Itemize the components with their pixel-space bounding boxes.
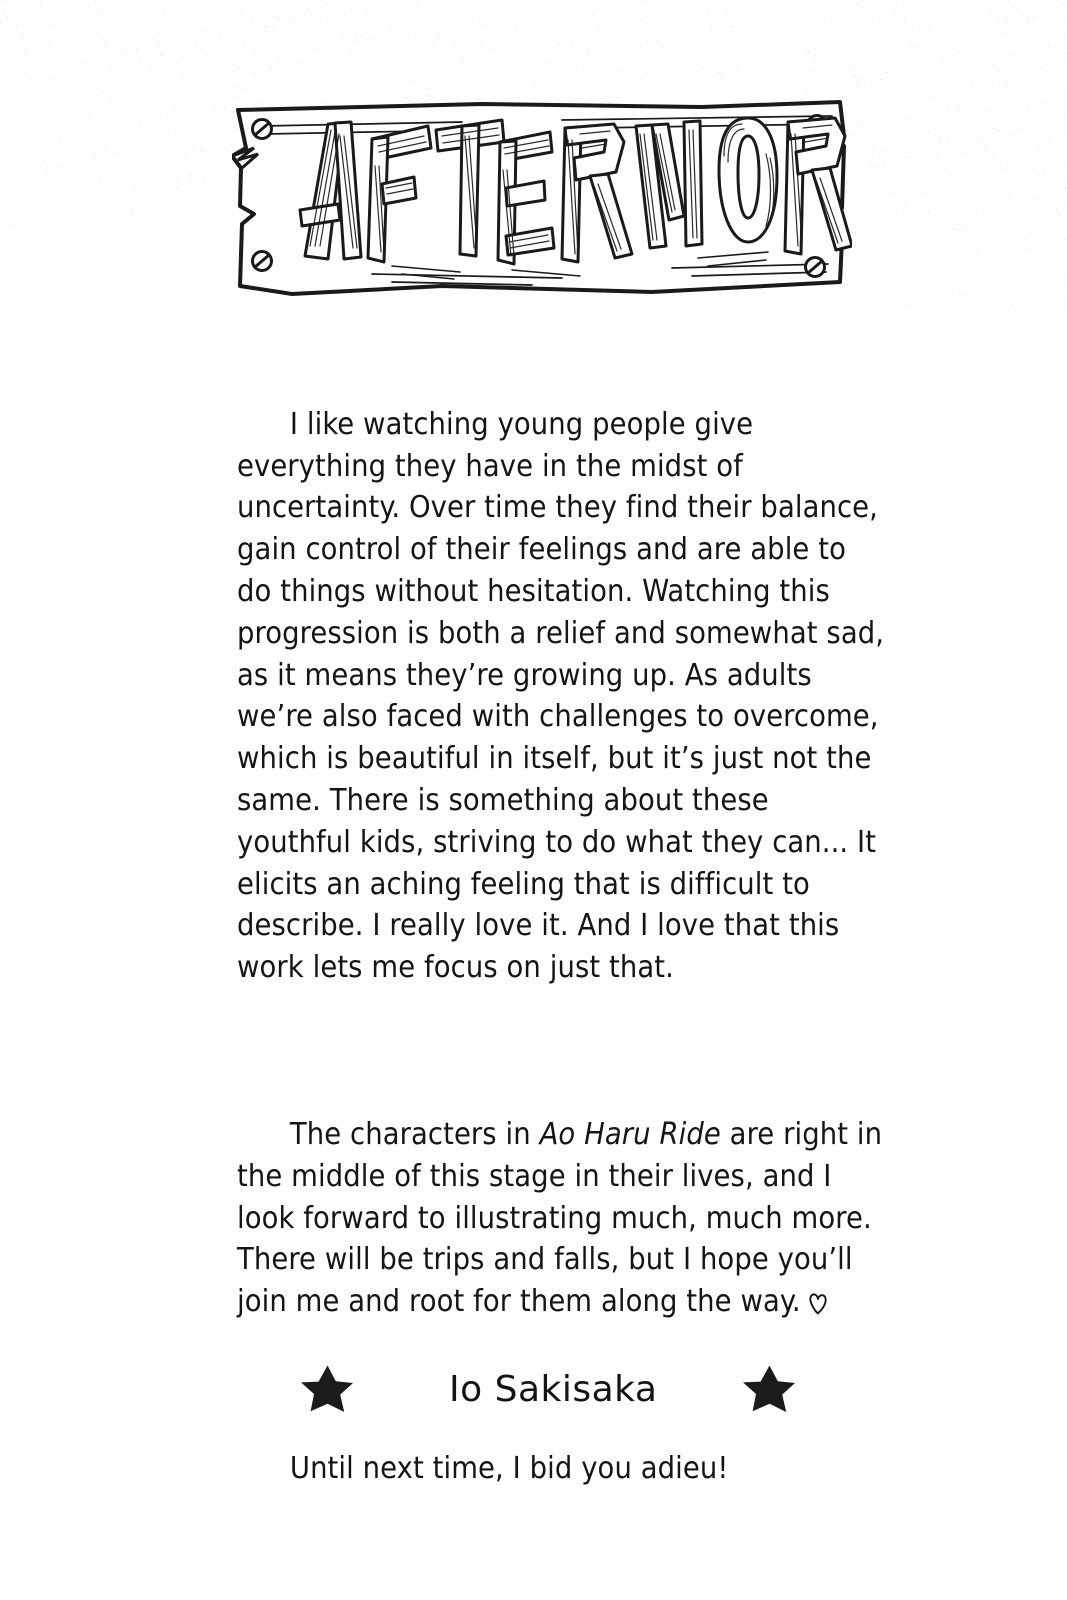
heart-icon xyxy=(807,1286,829,1310)
afterword-sign xyxy=(232,96,852,311)
paragraph-2 xyxy=(237,1072,891,1365)
paragraph-1 xyxy=(237,362,893,1031)
star-icon-right xyxy=(741,1362,797,1418)
star-icon-left xyxy=(299,1362,355,1418)
paragraph-2-text-before: The characters in xyxy=(289,1117,540,1153)
signature-row xyxy=(0,1362,1067,1442)
afterword-body xyxy=(237,362,893,1532)
work-title: Ao Haru Ride xyxy=(539,1117,721,1153)
author-name: Io Sakisaka xyxy=(449,1369,658,1410)
paragraph-1-text: I like watching young people give everything they have in the midst of uncertainty. Over time they find their balance, gain control of their feelings and are able to do things without hesitation. Watching this progression is both a relief and somewhat sad, as it means they’re growing up. As adults we’re also faced with challenges to overcome, which is beautiful in itself, but it’s just not the same. There is something about these youthful kids, striving to do what they can... It elicits an aching feeling that is difficult to describe. I really love it. And I love that this work lets me focus on just that. xyxy=(237,406,893,986)
paragraph-3-text: Until next time, I bid you adieu! xyxy=(289,1451,729,1487)
paragraph-2-text-after: are right in the middle of this stage in their lives, and I look forward to illustrating much, much more. There will be trips and falls, but I hope you’ll join me and root for them along the way. xyxy=(237,1117,891,1320)
